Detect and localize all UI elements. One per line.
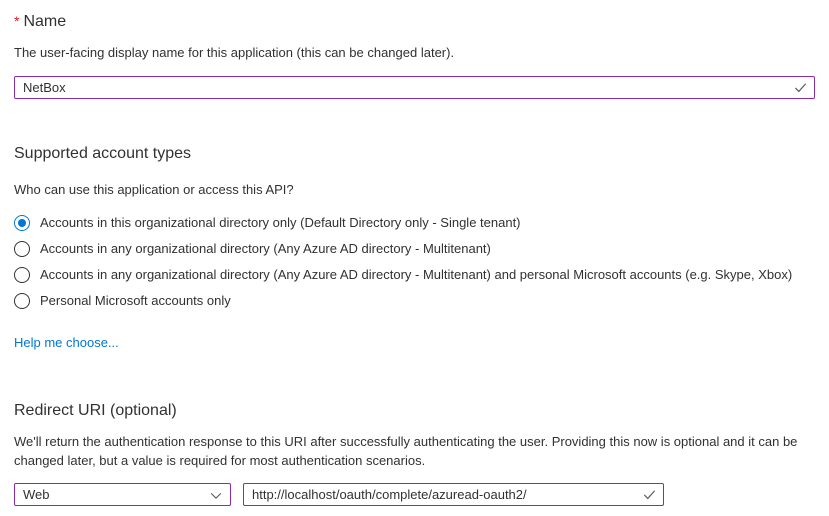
account-type-option-label: Accounts in any organizational directory (Any Azure AD directory - Multitenant) and personal Microsoft accounts (e.g. Skype, Xbox) (40, 267, 793, 282)
name-input-wrap (14, 76, 815, 99)
name-input[interactable] (14, 76, 815, 99)
account-type-option-label: Personal Microsoft accounts only (40, 293, 231, 308)
account-type-option-single-tenant[interactable] (14, 210, 815, 236)
account-type-option-personal-only[interactable] (14, 288, 815, 314)
account-types-title: Supported account types (14, 145, 192, 162)
name-section-title (14, 11, 815, 32)
name-description: The user-facing display name for this application (this can be changed later). (14, 45, 455, 60)
platform-select-value: Web (23, 487, 50, 502)
radio-button[interactable] (14, 215, 30, 231)
account-type-option-label: Accounts in any organizational directory (Any Azure AD directory - Multitenant) (40, 241, 491, 256)
radio-dot (18, 219, 26, 227)
name-title-text: Name (23, 13, 67, 30)
radio-button[interactable] (14, 293, 30, 309)
platform-select[interactable] (14, 483, 231, 506)
redirect-uri-title: Redirect URI (optional) (14, 402, 177, 419)
account-type-option-multitenant[interactable] (14, 236, 815, 262)
account-type-option-multitenant-personal[interactable] (14, 262, 815, 288)
redirect-uri-input[interactable] (243, 483, 664, 506)
chevron-down-icon (209, 489, 223, 503)
radio-button[interactable] (14, 267, 30, 283)
radio-button[interactable] (14, 241, 30, 257)
redirect-uri-row (14, 483, 815, 506)
account-types-radio-group (14, 210, 815, 314)
redirect-uri-description: We'll return the authentication response to this URI after successfully authenticating the user. Providing this now is optional and it can be changed later, but a value is required for most authentication scenarios. (14, 434, 798, 468)
account-types-question: Who can use this application or access this API? (14, 182, 294, 197)
required-asterisk: * (14, 13, 20, 29)
account-type-option-label: Accounts in this organizational directory only (Default Directory only - Single tenant) (40, 215, 521, 230)
help-me-choose-link[interactable]: Help me choose... (14, 335, 119, 350)
uri-input-wrap (243, 483, 664, 506)
